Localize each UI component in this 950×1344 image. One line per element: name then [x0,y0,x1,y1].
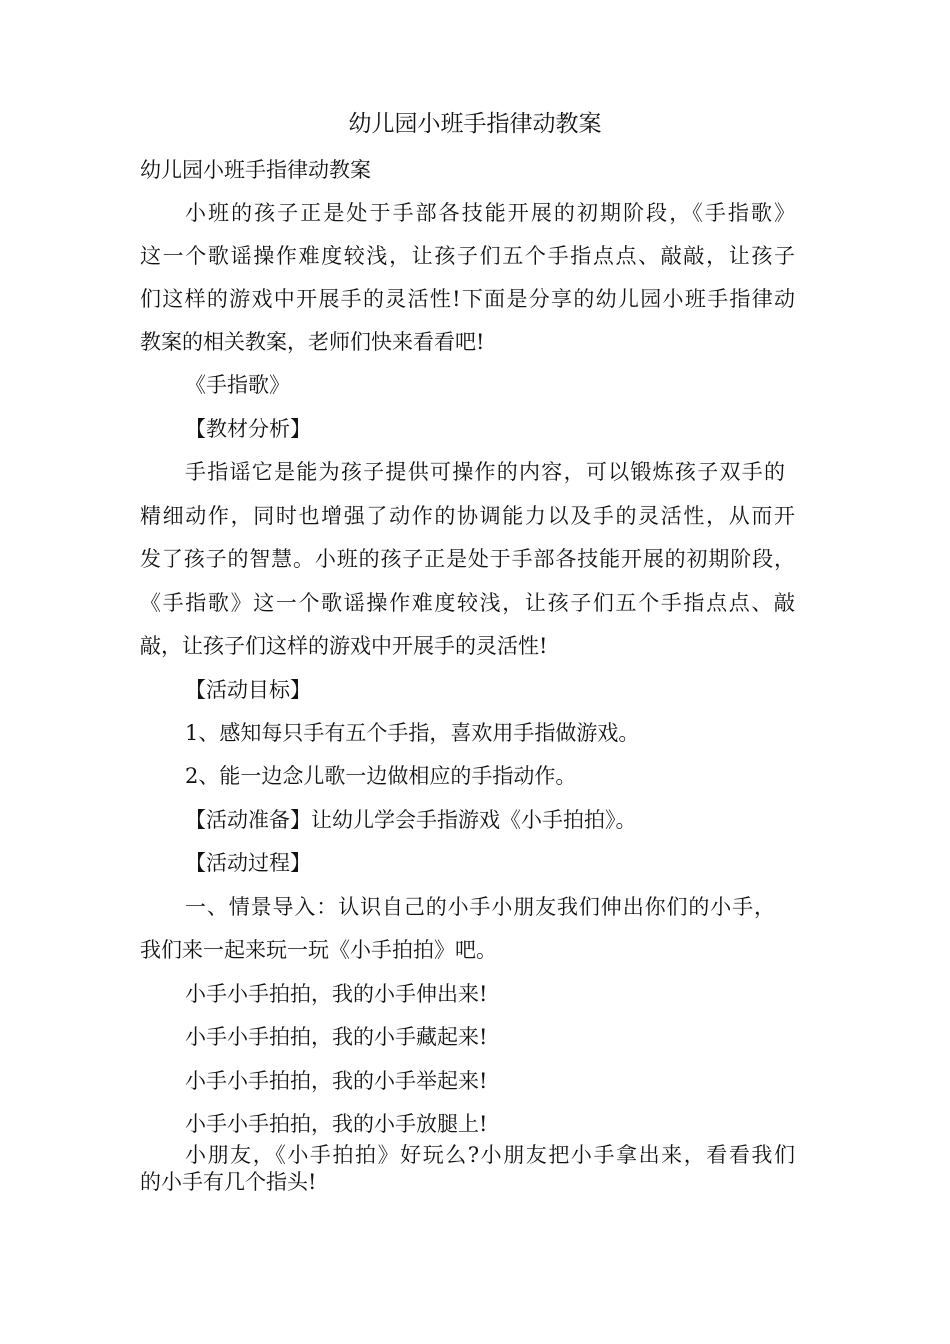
prep-line: 【活动准备】让幼儿学会手指游戏《小手拍拍》。 [185,808,637,832]
intro-line-1: 小班的孩子正是处于手部各技能开展的初期阶段，《手指歌》 [185,201,795,225]
rhyme-line-2: 小手小手拍拍，我的小手藏起来! [185,1025,488,1049]
rhyme-line-3: 小手小手拍拍，我的小手举起来! [185,1069,488,1093]
rhyme-line-1: 小手小手拍拍，我的小手伸出来! [185,982,488,1006]
analysis-line-3: 发了孩子的智慧。小班的孩子正是处于手部各技能开展的初期阶段， [140,547,795,571]
goal-item-1: 1、感知每只手有五个手指，喜欢用手指做游戏。 [185,721,640,745]
process-heading: 【活动过程】 [185,851,311,875]
analysis-line-4: 《手指歌》这一个歌谣操作难度较浅，让孩子们五个手指点点、敲 [140,591,795,615]
step1-line-1: 一、情景导入：认识自己的小手小朋友我们伸出你们的小手， [185,895,775,919]
goals-heading: 【活动目标】 [185,678,311,702]
analysis-heading: 【教材分析】 [185,417,311,441]
intro-line-4: 教案的相关教案，老师们快来看看吧! [140,330,485,354]
intro-line-2: 这一个歌谣操作难度较浅，让孩子们五个手指点点、敲敲，让孩子 [140,244,795,268]
intro-line-3: 们这样的游戏中开展手的灵活性!下面是分享的幼儿园小班手指律动 [140,287,795,311]
rhyme-line-4: 小手小手拍拍，我的小手放腿上! [185,1112,488,1136]
analysis-line-5: 敲，让孩子们这样的游戏中开展手的灵活性! [140,634,548,658]
song-title: 《手指歌》 [185,373,290,397]
document-title: 幼儿园小班手指律动教案 [348,111,602,137]
subtitle: 幼儿园小班手指律动教案 [140,158,371,182]
goal-item-2: 2、能一边念儿歌一边做相应的手指动作。 [185,764,577,788]
analysis-line-2: 精细动作，同时也增强了动作的协调能力以及手的灵活性，从而开 [140,504,795,528]
closing-line-2: 的小手有几个指头! [140,1170,317,1194]
step1-line-2: 我们来一起来玩一玩《小手拍拍》吧。 [140,938,497,962]
closing-line-1: 小朋友，《小手拍拍》好玩么?小朋友把小手拿出来，看看我们 [185,1143,795,1167]
analysis-line-1: 手指谣它是能为孩子提供可操作的内容，可以锻炼孩子双手的 [185,460,785,484]
